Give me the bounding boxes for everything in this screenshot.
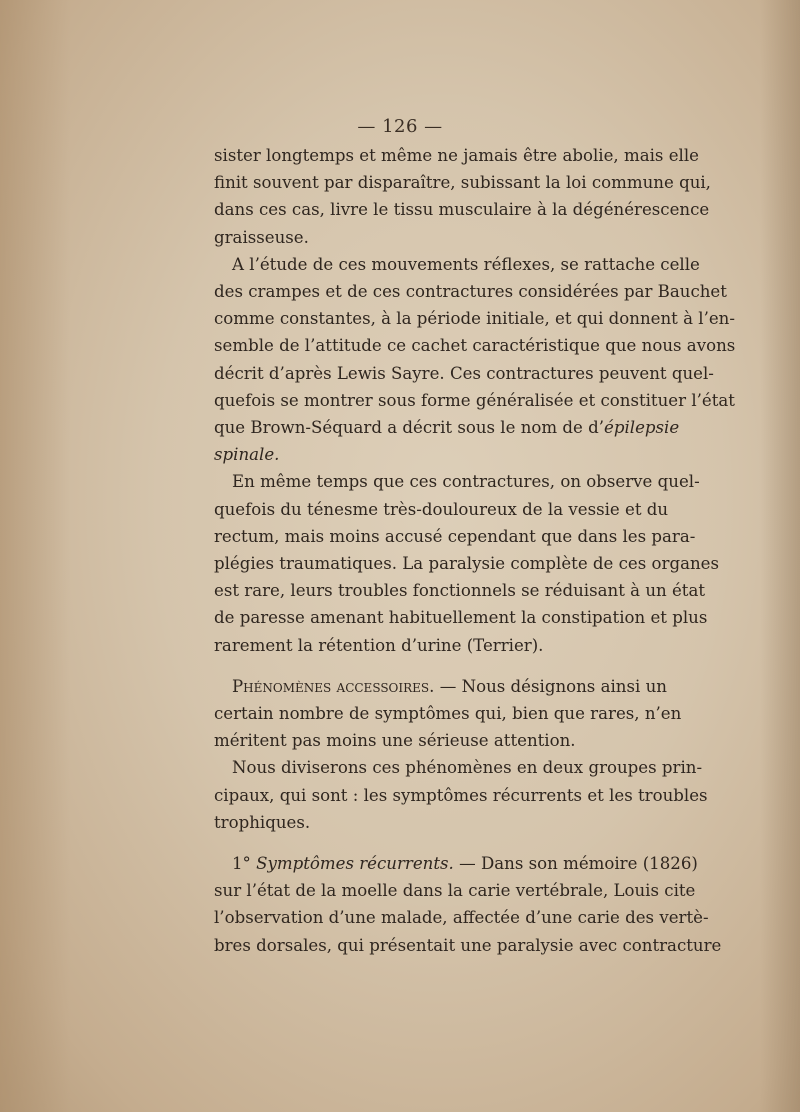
- text-line: est rare, leurs troubles fonctionnels se réduisant à un état: [214, 581, 706, 601]
- italic-term: épilepsie: [604, 418, 680, 438]
- text-line: comme constantes, à la période initiale, et qui donnent à l’en-: [214, 309, 735, 329]
- text-line: Nous diviserons ces phénomènes en deux groupes prin-: [232, 758, 703, 778]
- text-line: quefois se montrer sous forme généralisée et constituer l’état: [214, 390, 735, 410]
- section-gap: [214, 659, 654, 673]
- text-segment: — Nous désignons ainsi un: [434, 676, 667, 696]
- text-line: méritent pas moins une sérieuse attention.: [214, 731, 576, 751]
- text-line: [214, 414, 680, 441]
- text-line: décrit d’après Lewis Sayre. Ces contractures peuvent quel-: [214, 363, 714, 383]
- text-line: cipaux, qui sont : les symptômes récurrents et les troubles: [214, 785, 708, 805]
- text-line: finit souvent par disparaître, subissant la loi commune qui,: [214, 173, 711, 193]
- text-line: rectum, mais moins accusé cependant que dans les para-: [214, 526, 696, 546]
- italic-term: spinale.: [214, 445, 280, 465]
- text-line: rarement la rétention d’urine (Terrier).: [214, 635, 544, 655]
- text-line: En même temps que ces contractures, on observe quel-: [232, 472, 700, 492]
- text-line: [214, 850, 698, 877]
- page-edge-shadow-right: [760, 0, 800, 1112]
- text-line: graisseuse.: [214, 227, 309, 247]
- text-line: dans ces cas, livre le tissu musculaire à la dégénérescence: [214, 200, 710, 220]
- text-line: trophiques.: [214, 812, 311, 832]
- text-line: l’observation d’une malade, affectée d’une carie des vertè-: [214, 908, 709, 928]
- section-heading-italic: Symptômes récurrents.: [256, 854, 454, 874]
- section-heading: Phénomènes accessoires.: [232, 676, 435, 696]
- body-text: [214, 142, 736, 959]
- text-segment: que Brown-Séquard a décrit sous le nom de d’: [214, 418, 605, 438]
- text-line: A l’étude de ces mouvements réflexes, se rattache celle: [232, 254, 700, 274]
- text-line: sur l’état de la moelle dans la carie vertébrale, Louis cite: [214, 881, 696, 901]
- section-gap: [214, 836, 654, 850]
- section-number: 1°: [232, 854, 251, 874]
- text-line: de paresse amenant habituellement la constipation et plus: [214, 608, 708, 628]
- page-number-header: — 126 —: [357, 116, 443, 137]
- text-line: plégies traumatiques. La paralysie complète de ces organes: [214, 554, 720, 574]
- text-line: [214, 441, 654, 468]
- text-line: quefois du ténesme très-douloureux de la vessie et du: [214, 499, 669, 519]
- text-line: des crampes et de ces contractures considérées par Bauchet: [214, 282, 727, 302]
- page-edge-shadow-left: [0, 0, 70, 1112]
- text-line: semble de l’attitude ce cachet caractéristique que nous avons: [214, 336, 736, 356]
- text-line: certain nombre de symptômes qui, bien que rares, n’en: [214, 704, 682, 724]
- text-line: [214, 673, 667, 700]
- text-segment: — Dans son mémoire (1826): [453, 854, 698, 874]
- text-line: bres dorsales, qui présentait une paralysie avec contracture: [214, 935, 722, 955]
- text-line: sister longtemps et même ne jamais être abolie, mais elle: [214, 146, 699, 165]
